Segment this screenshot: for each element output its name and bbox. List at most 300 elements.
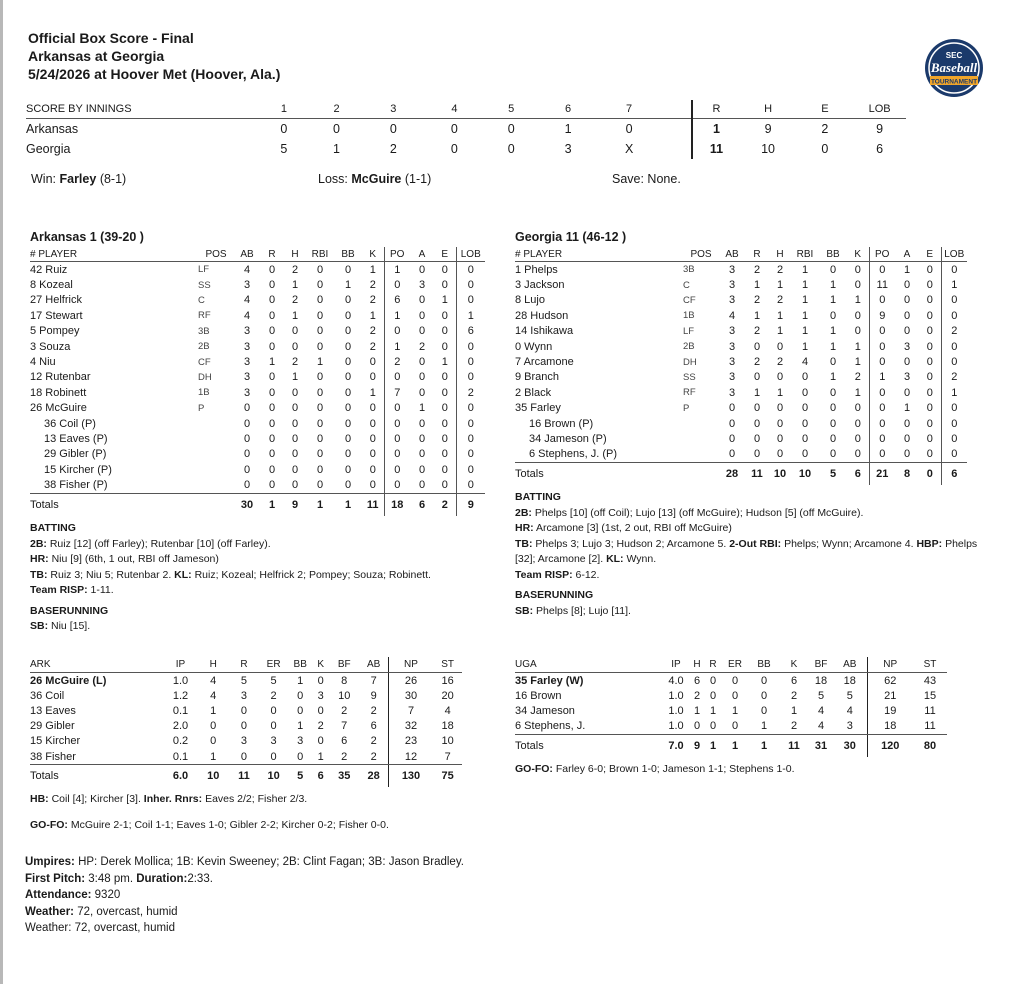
stat-cell: 0	[791, 447, 819, 463]
player-row	[30, 277, 485, 292]
column-header: A	[410, 247, 434, 262]
stat-cell: 0	[418, 325, 426, 338]
stat-cell: 0	[903, 417, 911, 430]
stat-cell: 18	[867, 719, 913, 735]
header-matchup: Arkansas at Georgia	[28, 48, 165, 64]
total-cell: 11	[362, 493, 384, 516]
umpires: Umpires: HP: Derek Mollica; 1B: Kevin Sweeney; 2B: Clint Fagan; 3B: Jason Bradley.	[25, 856, 464, 868]
stat-cell: 0	[801, 386, 809, 399]
stat-cell: 0	[268, 325, 276, 338]
georgia-box-title: Georgia 11 (46-12 )	[515, 230, 627, 244]
player-name: 38 Fisher (P)	[30, 477, 198, 493]
stat-cell: 2	[753, 356, 761, 369]
stat-cell: 1	[291, 371, 299, 384]
stat-cell: SS	[198, 279, 211, 291]
stat-cell: 0	[769, 447, 791, 463]
column-header: R	[705, 657, 721, 673]
stat-cell: 1B	[198, 387, 210, 399]
stat-cell: 0	[879, 325, 886, 338]
stat-cell: 2	[776, 356, 784, 369]
save-pitcher: Save: None.	[612, 172, 681, 186]
stat-cell	[683, 431, 719, 446]
stat-cell: 0	[719, 447, 745, 463]
stat-cell: 0	[467, 340, 474, 353]
stat-cell: 0	[705, 719, 721, 735]
stat-cell: 4	[243, 263, 251, 276]
totals-row	[30, 765, 462, 788]
svg-text:Baseball: Baseball	[930, 60, 978, 75]
stat-cell: 0	[467, 371, 474, 384]
arkansas-pitching-notes	[30, 792, 500, 833]
stat-cell: 1	[776, 309, 784, 322]
stat-cell: 0	[240, 720, 247, 733]
stat-cell: 0	[291, 325, 299, 338]
stat-cell: 7	[433, 749, 462, 765]
stat-cell: 9	[360, 688, 389, 703]
total-cell: 9	[467, 498, 474, 511]
stat-cell: 0	[829, 417, 837, 430]
stat-cell: 0	[951, 309, 958, 322]
stat-cell: DH	[198, 371, 212, 383]
stat-cell: 2	[341, 704, 348, 717]
stat-cell: 1	[829, 294, 837, 307]
total-cell: 1	[731, 739, 739, 752]
total-cell: 75	[441, 770, 454, 783]
stat-cell: 0	[316, 402, 324, 415]
total-cell: 11	[788, 739, 800, 752]
stat-cell: 1	[879, 371, 886, 384]
stat-cell: 0	[847, 308, 869, 323]
pitcher-name: 38 Fisher	[30, 749, 163, 765]
stat-cell: 0	[903, 325, 911, 338]
pitcher-row	[30, 673, 462, 689]
stat-cell: 0	[344, 402, 352, 415]
stat-cell: 0	[316, 432, 324, 445]
column-header: ST	[913, 657, 947, 673]
stat-cell: 1	[801, 309, 809, 322]
total-cell: 2	[434, 493, 456, 516]
note-team-risp: Team RISP: 1-11.	[30, 584, 114, 596]
stat-cell: 0	[418, 263, 426, 276]
stat-cell: 1	[801, 263, 809, 276]
stat-cell: 4	[243, 294, 251, 307]
stat-cell: 1	[434, 293, 456, 308]
stat-cell: 0	[903, 386, 911, 399]
player-name: 34 Jameson (P)	[529, 432, 607, 445]
stat-cell: 0	[467, 356, 474, 369]
stat-cell: LF	[198, 264, 210, 276]
stat-cell: 3	[317, 689, 324, 702]
line-score-table: SCORE BY INNINGS 1 2 3 4 5 6 7 R H E LOB Arkansas 0 0 0 0 0 1 0 1 9 2 9 Georgia 5 1 2 0 0 3 X 11 10 0 6	[26, 100, 906, 159]
column-header: K	[847, 247, 869, 262]
total-cell: 9	[693, 739, 701, 752]
column-header: K	[779, 657, 809, 673]
stat-cell: 0	[344, 309, 352, 322]
total-cell: 31	[814, 739, 828, 752]
stat-cell: 0	[941, 447, 967, 463]
stat-cell: 0	[801, 417, 809, 430]
stat-cell: 2B	[683, 341, 695, 353]
stat-cell: 0	[919, 339, 941, 354]
stat-cell: 0	[291, 417, 299, 430]
stat-cell: 0	[879, 340, 886, 353]
stat-cell: 11	[876, 279, 888, 292]
player-name: 1 Phelps	[515, 263, 558, 276]
stat-cell: 0	[344, 325, 352, 338]
player-row	[515, 277, 967, 292]
stat-cell: 2	[753, 325, 761, 338]
stat-cell: 1	[344, 279, 352, 292]
stat-cell: 2	[951, 325, 958, 338]
losing-pitcher: Loss: McGuire (1-1)	[318, 172, 432, 186]
total-cell: 6.0	[172, 770, 189, 783]
stat-cell: 0	[467, 402, 474, 415]
column-header: BB	[334, 247, 362, 262]
stat-cell: 0	[243, 463, 251, 476]
stat-cell: 0	[344, 356, 352, 369]
stat-cell: 0	[919, 431, 941, 446]
total-cell: 6	[317, 770, 324, 783]
stat-cell: 0	[903, 279, 911, 292]
stat-cell: 0	[316, 294, 324, 307]
stat-cell: 2	[329, 749, 360, 765]
stat-cell: 3	[728, 279, 736, 292]
player-name: 28 Hudson	[515, 309, 569, 322]
stat-cell: 0	[344, 448, 352, 461]
stat-cell: 0	[847, 262, 869, 278]
stat-cell: 0	[316, 417, 324, 430]
note-groundout-flyout: GO-FO: Farley 6-0; Brown 1-0; Jameson 1-1; Stephens 1-0.	[515, 763, 795, 775]
column-header: # PLAYER	[515, 247, 683, 262]
note-stolen-bases: SB: Phelps [8]; Lujo [11].	[515, 604, 631, 617]
stat-cell: 4	[801, 356, 809, 369]
player-name: 15 Kircher (P)	[44, 463, 112, 476]
svg-text:TOURNAMENT: TOURNAMENT	[930, 78, 978, 86]
total-cell	[683, 463, 719, 486]
stat-cell: 0	[434, 277, 456, 292]
stat-cell: 3	[243, 279, 251, 292]
stat-cell	[683, 447, 719, 463]
stat-cell: 0	[760, 704, 768, 717]
stat-cell: 0	[410, 477, 434, 493]
total-cell: 6	[418, 498, 426, 511]
player-row	[30, 339, 485, 354]
stat-cell: 0	[801, 371, 809, 384]
stat-cell: 1	[753, 386, 761, 399]
stat-cell: 0	[434, 339, 456, 354]
georgia-pitching-notes	[515, 762, 985, 778]
stat-cell: 2	[779, 719, 809, 735]
stat-cell: 2	[362, 324, 384, 339]
stat-cell: 0	[362, 416, 384, 431]
stat-cell: 1	[362, 308, 384, 323]
stat-cell: 0	[334, 477, 362, 493]
stat-cell: 0	[753, 432, 761, 445]
stat-cell: 0	[270, 704, 277, 717]
stat-cell: 1	[951, 279, 958, 292]
column-header: BB	[819, 247, 847, 262]
stat-cell: 0	[297, 704, 304, 717]
stat-cell: 0	[418, 448, 426, 461]
stat-cell: 20	[441, 689, 454, 702]
stat-cell: 1	[291, 279, 299, 292]
stat-cell: 1	[790, 704, 798, 717]
line-score-row-georgia: Georgia 5 1 2 0 0 3 X 11 10 0 6	[26, 139, 906, 159]
stat-cell: 0	[731, 674, 739, 687]
player-name: 13 Eaves (P)	[44, 432, 108, 445]
stat-cell: 0	[919, 447, 941, 463]
stat-cell: 0	[434, 308, 456, 323]
stat-cell: 0	[721, 719, 749, 735]
stat-cell: 0	[919, 277, 941, 292]
stat-cell: 0	[903, 356, 911, 369]
stat-cell: 0	[728, 432, 736, 445]
player-name: 9 Branch	[515, 371, 560, 384]
stat-cell: 3	[728, 340, 736, 353]
pitcher-name: 34 Jameson	[515, 704, 575, 717]
stat-cell: 0	[829, 356, 837, 369]
stat-cell: 0	[467, 432, 474, 445]
stat-cell: 0	[847, 416, 869, 431]
stat-cell: 3	[728, 263, 736, 276]
stat-cell: RF	[683, 387, 696, 399]
column-header: H	[284, 247, 306, 262]
stat-cell: 1	[709, 704, 717, 717]
stat-cell: 0	[434, 447, 456, 462]
stat-cell: 4.0	[668, 674, 684, 687]
column-header: R	[745, 247, 769, 262]
stat-cell: 0	[362, 431, 384, 446]
stat-cell: 7	[360, 673, 389, 689]
stat-cell: 3	[270, 735, 277, 748]
stat-cell: 62	[884, 674, 897, 687]
stat-cell: 18	[814, 674, 828, 687]
stat-cell: 3	[243, 356, 251, 369]
player-row	[30, 324, 485, 339]
stat-cell: 0	[284, 477, 306, 493]
player-name: 3 Souza	[30, 340, 71, 353]
stat-cell: 6	[341, 735, 348, 748]
stat-cell: 3	[728, 325, 736, 338]
pitcher-name: 26 McGuire (L)	[30, 674, 107, 687]
stat-cell: 1	[362, 385, 384, 400]
total-cell: 5	[829, 468, 837, 481]
pitcher-row	[30, 688, 462, 703]
stat-cell: 0	[903, 294, 911, 307]
total-cell: 5	[297, 770, 304, 783]
pitcher-name: 16 Brown	[515, 689, 562, 702]
stat-cell: 2	[790, 689, 798, 702]
player-name: 42 Ruiz	[30, 263, 68, 276]
stat-cell: 0	[456, 477, 485, 493]
stat-cell: 1	[847, 293, 869, 308]
stat-cell: 1	[801, 279, 809, 292]
column-header: LOB	[456, 247, 485, 262]
stat-cell: 0	[869, 447, 895, 463]
pitcher-row	[515, 688, 947, 703]
stat-cell: 2	[467, 386, 474, 399]
stat-cell: 0	[919, 401, 941, 416]
stat-cell: 6	[360, 719, 389, 734]
stat-cell: 3	[243, 386, 251, 399]
stat-cell: 0	[362, 447, 384, 462]
stat-cell: 4	[833, 703, 867, 718]
stat-cell: 0	[829, 263, 837, 276]
total-cell: 21	[876, 468, 889, 481]
stat-cell: 2	[776, 263, 784, 276]
player-row	[515, 385, 967, 400]
player-row	[515, 293, 967, 308]
stat-cell: 0	[919, 354, 941, 369]
stat-cell: 1.2	[172, 689, 189, 702]
stat-cell: 3	[728, 356, 736, 369]
arkansas-batting-header	[30, 247, 485, 262]
stat-cell: SS	[683, 371, 696, 383]
stat-cell: 1	[749, 719, 779, 735]
column-header: ARK	[30, 657, 163, 673]
stat-cell: 0	[291, 340, 299, 353]
stat-cell: 0	[434, 262, 456, 278]
total-cell: 10	[773, 468, 787, 481]
player-row	[515, 324, 967, 339]
pitcher-row	[30, 719, 462, 734]
stat-cell: 2	[776, 294, 784, 307]
stat-cell: 26	[404, 674, 418, 687]
stat-cell: 30	[404, 689, 418, 702]
stat-cell: 1	[903, 402, 911, 415]
player-name: 8 Kozeal	[30, 279, 73, 292]
stat-cell: 0	[316, 340, 324, 353]
column-header: A	[895, 247, 919, 262]
stat-cell: 0	[745, 447, 769, 463]
stat-cell: 0	[210, 720, 217, 733]
stat-cell: 0	[394, 448, 401, 461]
stat-cell: 0	[316, 309, 324, 322]
stat-cell: C	[683, 279, 690, 291]
stat-cell: 2	[418, 340, 426, 353]
player-name: 16 Brown (P)	[529, 417, 594, 430]
stat-cell: 0	[291, 463, 299, 476]
stat-cell: 1	[434, 354, 456, 369]
stat-cell: 0	[829, 402, 837, 415]
player-name: 36 Coil (P)	[44, 417, 96, 430]
stat-cell: 18	[441, 720, 454, 733]
column-header: E	[434, 247, 456, 262]
player-name: 8 Lujo	[515, 294, 545, 307]
stat-cell: 4	[444, 704, 451, 717]
stat-cell: 0	[268, 309, 276, 322]
player-row	[30, 477, 485, 493]
stat-cell: 6	[790, 674, 798, 687]
pitcher-name: 15 Kircher	[30, 735, 81, 748]
pitcher-row	[515, 673, 947, 689]
stat-cell: 0	[268, 417, 276, 430]
stat-cell: 1	[362, 262, 384, 278]
stat-cell: 23	[404, 735, 418, 748]
stat-cell: 1	[394, 263, 401, 276]
stat-cell: LF	[683, 325, 695, 337]
stat-cell	[198, 447, 234, 462]
stat-cell: 0	[316, 371, 324, 384]
stat-cell: 0	[919, 385, 941, 400]
player-name: 26 McGuire	[30, 402, 87, 415]
stat-cell: 0	[847, 277, 869, 292]
total-cell: 0	[919, 463, 941, 486]
pitcher-row	[30, 703, 462, 718]
stat-cell: 0	[306, 477, 334, 493]
stat-cell: 0	[243, 448, 251, 461]
stat-cell: 0	[951, 340, 958, 353]
pitcher-row	[30, 734, 462, 749]
stat-cell: 0	[919, 262, 941, 278]
stat-cell: 4	[817, 704, 825, 717]
totals-label: Totals	[30, 498, 59, 511]
stat-cell: 0	[847, 401, 869, 416]
stat-cell: 0	[362, 462, 384, 477]
stat-cell: 0	[776, 432, 784, 445]
column-header: E	[919, 247, 941, 262]
stat-cell: 0	[753, 417, 761, 430]
stat-cell: 0	[434, 385, 456, 400]
stat-cell: 0	[879, 294, 886, 307]
column-header: BF	[329, 657, 360, 673]
note-homeruns: HR: Niu [9] (6th, 1 out, RBI off Jameson)	[30, 553, 219, 565]
stat-cell: 0	[291, 448, 299, 461]
stat-cell: 0	[268, 371, 276, 384]
pitcher-row	[30, 749, 462, 765]
line-score-row-arkansas: Arkansas 0 0 0 0 0 1 0 1 9 2 9	[26, 119, 906, 140]
stat-cell: 0	[903, 432, 911, 445]
stat-cell: 0	[919, 370, 941, 385]
stat-cell: 19	[884, 704, 897, 717]
stat-cell: 0	[801, 432, 809, 445]
total-cell: 1	[268, 498, 276, 511]
sec-baseball-tournament-logo	[918, 38, 990, 100]
column-header: R	[229, 657, 260, 673]
attendance: Attendance: 9320	[25, 889, 121, 901]
stat-cell: 0	[316, 325, 324, 338]
stat-cell: 1	[801, 340, 809, 353]
stat-cell: 0	[434, 431, 456, 446]
stat-cell: 5	[833, 688, 867, 703]
total-cell: 80	[923, 739, 937, 752]
stat-cell: 0	[394, 463, 401, 476]
stat-cell: 2B	[198, 341, 210, 353]
stat-cell: 0	[316, 386, 324, 399]
stat-cell: 0	[467, 294, 474, 307]
stat-cell: 0	[268, 294, 276, 307]
stat-cell: 0	[879, 386, 886, 399]
totals-label: Totals	[515, 739, 544, 752]
player-name: 2 Black	[515, 386, 552, 399]
stat-cell: 0	[709, 689, 717, 702]
stat-cell: 10	[441, 735, 454, 748]
stat-cell: 0	[418, 432, 426, 445]
pitcher-row	[515, 703, 947, 718]
left-edge-bar	[0, 0, 3, 984]
stat-cell: 1	[198, 749, 229, 765]
stat-cell: 1	[829, 279, 837, 292]
stat-cell: RF	[198, 310, 211, 322]
player-row	[30, 447, 485, 462]
stat-cell: 2	[394, 356, 401, 369]
stat-cell: CF	[683, 294, 696, 306]
column-header: AB	[234, 247, 260, 262]
stat-cell: 0	[879, 263, 886, 276]
stat-cell: 1	[847, 385, 869, 400]
stat-cell: 0	[268, 402, 276, 415]
stat-cell: 0	[234, 477, 260, 493]
